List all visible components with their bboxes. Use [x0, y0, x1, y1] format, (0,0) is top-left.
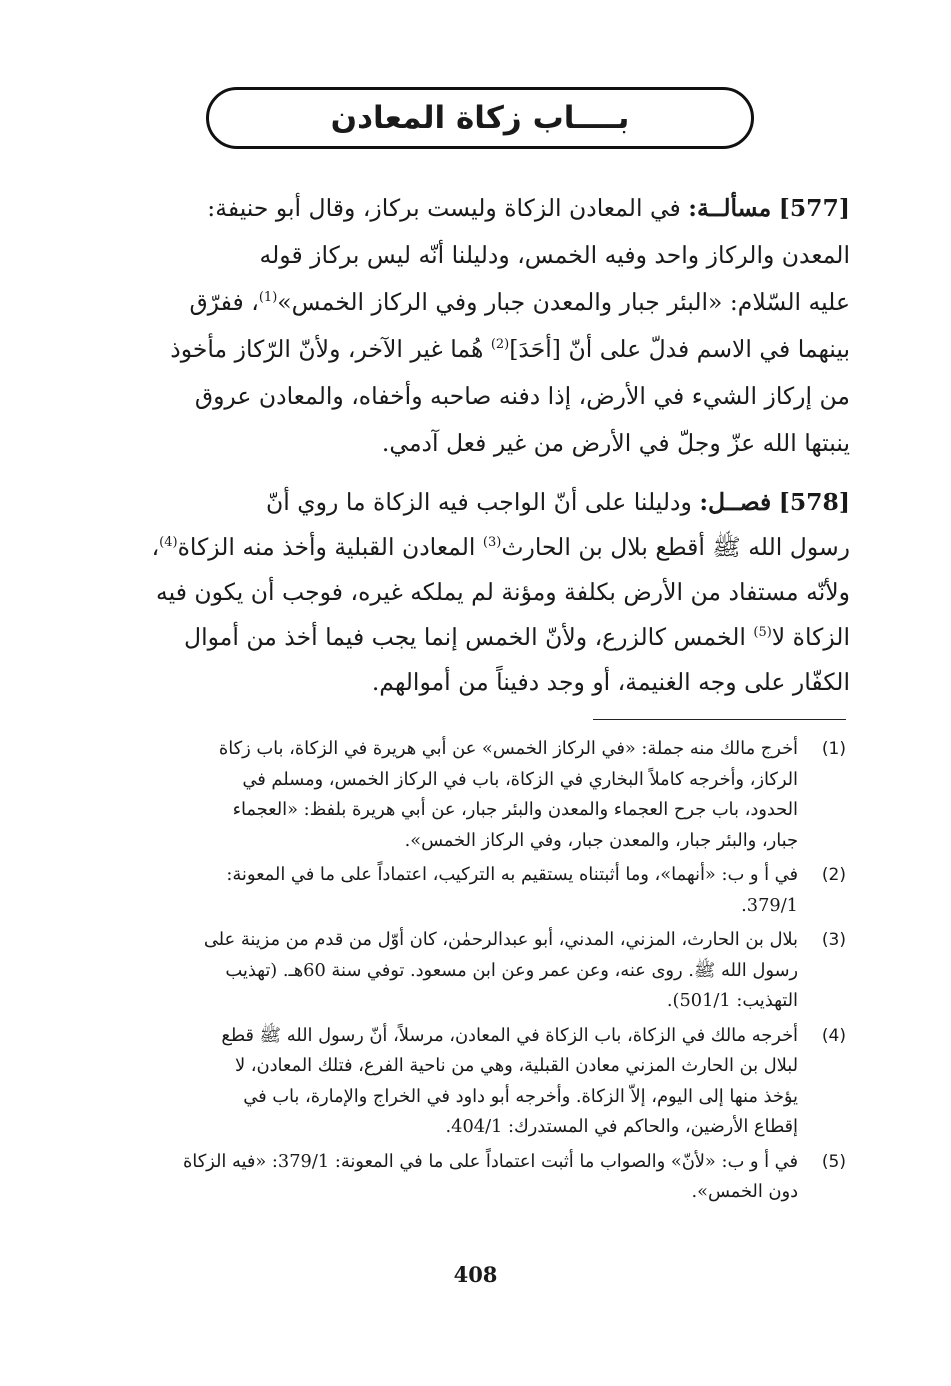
- footnote-2: [102, 860, 850, 921]
- text-line: [102, 279, 850, 326]
- footnote-line: يؤخذ منها إلى اليوم، إلاّ الزكاة. وأخرجه أبو داود في الخراج والإمارة، باب في: [243, 1085, 798, 1107]
- text-line: ينبتها الله عزّ وجلّ في الأرض من غير فعل آدمي.: [381, 429, 850, 457]
- footnote-line: في أ و ب: «أنهما»، وما أثبتناه يستقيم به التركيب، اعتماداً على ما في المعونة:: [226, 864, 798, 885]
- entry-number: [578]: [778, 488, 850, 516]
- footnote-line: دون الخمس».: [691, 1181, 798, 1202]
- text-line: الكفّار على وجه الغنيمة، أو وجد دفيناً من أموالهم.: [371, 668, 850, 696]
- footnote-line: 379/1.: [741, 894, 798, 916]
- footnote-marker: (2): [490, 337, 510, 353]
- footnote-line: أخرجه مالك في الزكاة، باب الزكاة في المعادن، مرسلاً، أنّ رسول الله ﷺ قطع: [221, 1024, 798, 1046]
- page-number: 408: [453, 1262, 498, 1287]
- footnote-line: جبار، والبئر جبار، والمعدن جبار، وفي الركاز الخمس».: [404, 829, 798, 851]
- footnote-3: [102, 925, 850, 1017]
- entry-label: فصــل:: [699, 488, 772, 516]
- footnotes-section: [102, 734, 850, 1212]
- footnote-number: (3): [821, 930, 846, 950]
- text-line: المعدن والركاز واحد وفيه الخمس، ودليلنا أنّه ليس بركاز قوله: [259, 241, 850, 269]
- text-fragment: الزكاة لا: [771, 623, 850, 651]
- text-line: [102, 326, 850, 373]
- footnote-marker: (5): [753, 625, 772, 641]
- chapter-title: بــــاب زكاة المعادن: [330, 100, 630, 136]
- text-line: [102, 525, 850, 570]
- text-fragment: عليه السّلام: «البئر جبار والمعدن جبار وفي الركاز الخمس»: [277, 288, 850, 316]
- footnote-number: (5): [821, 1151, 846, 1172]
- text-fragment: الخمس كالزرع، ولأنّ الخمس إنما يجب فيما أخذ من أموال: [184, 623, 754, 651]
- text-fragment: ، ففرّق: [189, 288, 259, 316]
- footnote-line: إقطاع الأرضين، والحاكم في المستدرك: 404/1.: [445, 1116, 798, 1137]
- paragraph-577: [102, 185, 850, 467]
- footnote-line: رسول الله ﷺ. روى عنه، وعن عمر وعن ابن مسعود. توفي سنة 60هـ. (تهذيب: [225, 959, 798, 981]
- text-fragment: ،: [151, 533, 160, 561]
- footnote-4: [102, 1021, 850, 1143]
- footnote-divider: [593, 719, 846, 720]
- text-line: [102, 480, 850, 525]
- text-line: ولأنّه مستفاد من الأرض بكلفة ومؤنة لم يملكه غيره، فوجب أن يكون فيه: [156, 578, 850, 606]
- text-fragment: المعادن القبلية وأخذ منه الزكاة: [177, 533, 483, 561]
- text-fragment: بينهما في الاسم فدلّ على أنّ [أحَدَ]: [509, 335, 850, 363]
- entry-number: [577]: [778, 194, 850, 222]
- text-line: من إركاز الشيء في الأرض، إذا دفنه صاحبه وأخفاه، والمعادن عروق: [194, 382, 850, 410]
- text-fragment: رسول الله ﷺ أقطع بلال بن الحارث: [501, 533, 850, 561]
- footnote-line: الركاز، وأخرجه كاملاً البخاري في الزكاة، باب في الركاز الخمس، ومسلم في: [242, 768, 798, 790]
- text-fragment: هُما غير الآخر، ولأنّ الرّكاز مأخوذ: [170, 335, 491, 363]
- footnote-line: التهذيب: 501/1).: [666, 990, 798, 1011]
- footnote-marker: (1): [258, 290, 278, 306]
- footnote-line: أخرج مالك منه جملة: «في الركاز الخمس» عن أبي هريرة في الزكاة، باب زكاة: [218, 738, 798, 759]
- text-fragment: في المعادن الزكاة وليست بركاز، وقال أبو حنيفة:: [207, 194, 681, 222]
- text-line: [102, 615, 850, 660]
- footnote-marker: (3): [482, 535, 502, 551]
- footnote-number: (1): [821, 739, 846, 759]
- footnote-5: [102, 1147, 850, 1208]
- footnote-line: الحدود، باب جرح العجماء والمعدن والبئر جبار، عن أبي هريرة بلفظ: «العجماء: [232, 799, 798, 820]
- text-fragment: ودليلنا على أنّ الواجب فيه الزكاة ما روي أنّ: [266, 488, 692, 516]
- text-line: [102, 185, 850, 232]
- entry-label: مسألــة:: [688, 194, 772, 222]
- footnote-marker: (4): [159, 535, 178, 551]
- footnote-number: (2): [821, 865, 846, 885]
- footnote-line: بلال بن الحارث، المزني، المدني، أبو عبدالرحمٰن، كان أوّل من قدم من مزينة على: [203, 929, 798, 950]
- footnote-1: [102, 734, 850, 856]
- footnote-number: (4): [821, 1025, 846, 1046]
- footnote-line: لبلال بن الحارث المزني معادن القبلية، وهي من ناحية الفرع، فتلك المعادن، لا: [234, 1055, 798, 1076]
- chapter-title-frame: [206, 87, 754, 149]
- footnote-line: في أ و ب: «لأنّ» والصواب ما أثبت اعتماداً على ما في المعونة: 379/1: «فيه الزكاة: [182, 1150, 798, 1172]
- paragraph-578: [102, 480, 850, 705]
